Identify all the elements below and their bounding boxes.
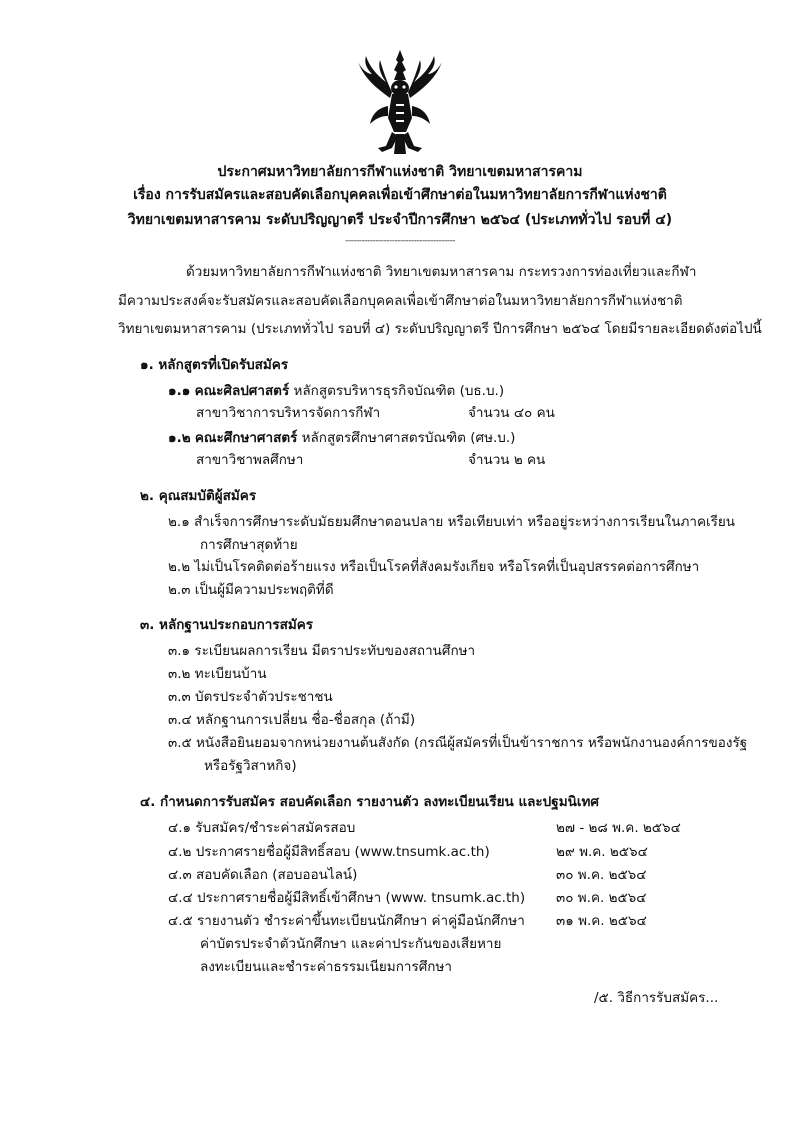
- program-2-number: ๑.๒: [168, 430, 191, 446]
- document-5-cont: หรือรัฐวิสาหกิจ): [204, 758, 297, 774]
- schedule-date-5: ๓๑ พ.ค. ๒๕๖๔: [556, 913, 647, 929]
- intro-line-1: ด้วยมหาวิทยาลัยการกีฬาแห่งชาติ วิทยาเขตมหาสารคาม กระทรวงการท่องเที่ยวและกีฬา: [186, 264, 697, 280]
- intro-line-2: มีความประสงค์จะรับสมัครและสอบคัดเลือกบุคคลเพื่อเข้าศึกษาต่อในมหาวิทยาลัยการกีฬาแห่งชาติ: [118, 293, 683, 309]
- program-2: [168, 428, 515, 448]
- announcement-subject-cont: วิทยาเขตมหาสารคาม ระดับปริญญาตรี ประจำปีการศึกษา ๒๕๖๔ (ประเภททั่วไป รอบที่ ๔): [127, 212, 673, 228]
- document-4: ๓.๔ หลักฐานการเปลี่ยน ชื่อ-ชื่อสกุล (ถ้ามี): [168, 712, 416, 728]
- program-1-faculty: คณะศิลปศาสตร์: [194, 383, 290, 399]
- continuation-note: /๕. วิธีการรับสมัคร...: [594, 990, 719, 1006]
- schedule-date-4: ๓๐ พ.ค. ๒๕๖๔: [556, 890, 647, 906]
- qualification-3: ๒.๓ เป็นผู้มีความประพฤติที่ดี: [168, 582, 334, 598]
- intro-line-3: วิทยาเขตมหาสารคาม (ประเภททั่วไป รอบที่ ๔) ระดับปริญญาตรี ปีการศึกษา ๒๕๖๔ โดยมีรายละเอียดดังต่อไปนี้: [118, 321, 762, 337]
- announcement-subject: เรื่อง การรับสมัครและสอบคัดเลือกบุคคลเพื่อเข้าศึกษาต่อในมหาวิทยาลัยการกีฬาแห่งชาติ: [133, 187, 667, 203]
- program-1: [168, 381, 504, 401]
- program-2-major: สาขาวิชาพลศึกษา: [196, 452, 304, 468]
- section-2-heading: ๒. คุณสมบัติผู้สมัคร: [140, 488, 257, 504]
- program-1-count: จำนวน ๔๐ คน: [468, 405, 555, 421]
- schedule-date-3: ๓๐ พ.ค. ๒๕๖๔: [556, 867, 647, 883]
- qualification-2: ๒.๒ ไม่เป็นโรคติดต่อร้ายแรง หรือเป็นโรคที่สังคมรังเกียจ หรือโรคที่เป็นอุปสรรคต่อการศึกษา: [168, 559, 700, 575]
- program-1-degree: หลักสูตรบริหารธุรกิจบัณฑิต (บธ.บ.): [289, 383, 505, 399]
- schedule-item-4: ๔.๔ ประกาศรายชื่อผู้มีสิทธิ์เข้าศึกษา (www. tnsumk.ac.th): [168, 890, 526, 906]
- section-3-heading: ๓. หลักฐานประกอบการสมัคร: [140, 617, 314, 633]
- document-2: ๓.๒ ทะเบียนบ้าน: [168, 666, 267, 682]
- document-3: ๓.๓ บัตรประจำตัวประชาชน: [168, 689, 333, 705]
- divider-rule: ----------------------------------------: [345, 236, 455, 246]
- document-1: ๓.๑ ระเบียนผลการเรียน มีตราประทับของสถานศึกษา: [168, 643, 476, 659]
- section-1-heading: ๑. หลักสูตรที่เปิดรับสมัคร: [140, 357, 289, 373]
- schedule-item-5-cont-2: ลงทะเบียนและชำระค่าธรรมเนียมการศึกษา: [200, 959, 452, 975]
- schedule-date-1: ๒๗ - ๒๘ พ.ค. ๒๕๖๔: [556, 820, 681, 836]
- schedule-item-2: ๔.๒ ประกาศรายชื่อผู้มีสิทธิ์สอบ (www.tnsumk.ac.th): [168, 844, 490, 860]
- document-5: ๓.๕ หนังสือยินยอมจากหน่วยงานต้นสังกัด (กรณีผู้สมัครที่เป็นข้าราชการ หรือพนักงานองค์การของรัฐ: [168, 735, 748, 751]
- program-1-major: สาขาวิชาการบริหารจัดการกีฬา: [196, 405, 381, 421]
- qualification-1: ๒.๑ สำเร็จการศึกษาระดับมัธยมศึกษาตอนปลาย หรือเทียบเท่า หรืออยู่ระหว่างการเรียนในภาคเรียน: [168, 514, 736, 530]
- section-4-heading: ๔. กำหนดการรับสมัคร สอบคัดเลือก รายงานตัว ลงทะเบียนเรียน และปฐมนิเทศ: [140, 794, 599, 810]
- schedule-item-1: ๔.๑ รับสมัคร/ชำระค่าสมัครสอบ: [168, 820, 356, 836]
- schedule-item-5: ๔.๕ รายงานตัว ชำระค่าขึ้นทะเบียนนักศึกษา ค่าคู่มือนักศึกษา: [168, 913, 525, 929]
- schedule-item-3: ๔.๓ สอบคัดเลือก (สอบออนไลน์): [168, 867, 358, 883]
- schedule-date-2: ๒๙ พ.ค. ๒๕๖๔: [556, 844, 648, 860]
- program-2-degree: หลักสูตรศึกษาศาสตรบัณฑิต (ศษ.บ.): [297, 430, 516, 446]
- schedule-item-5-cont-1: ค่าบัตรประจำตัวนักศึกษา และค่าประกันของเสียหาย: [200, 936, 502, 952]
- qualification-1-cont: การศึกษาสุดท้าย: [200, 537, 298, 553]
- program-1-number: ๑.๑: [168, 383, 191, 399]
- program-2-faculty: คณะศึกษาศาสตร์: [194, 430, 298, 446]
- announcement-title: ประกาศมหาวิทยาลัยการกีฬาแห่งชาติ วิทยาเขตมหาสารคาม: [217, 164, 583, 180]
- program-2-count: จำนวน ๒ คน: [468, 452, 546, 468]
- garuda-emblem-icon: [352, 48, 448, 156]
